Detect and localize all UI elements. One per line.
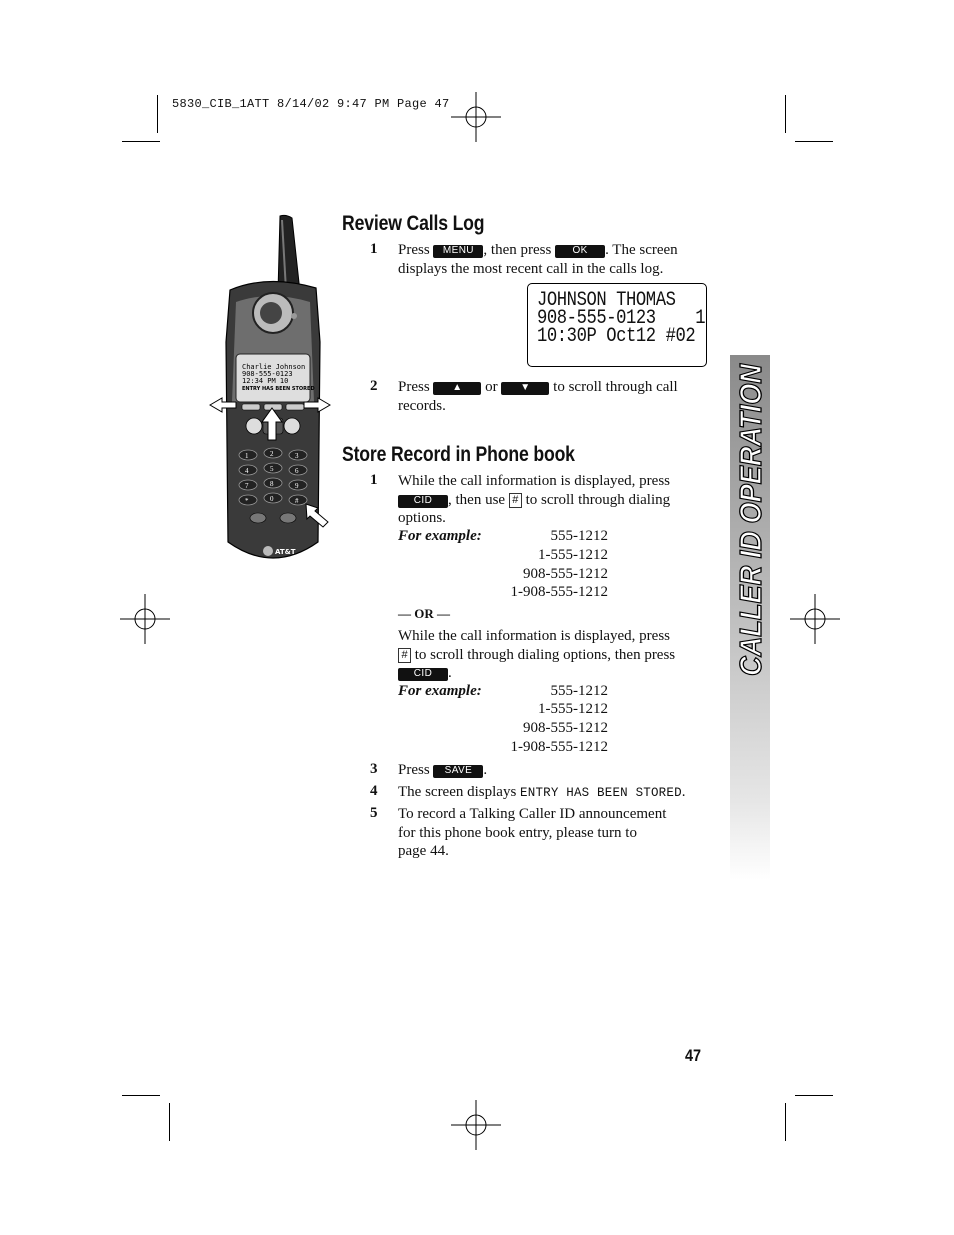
svg-text:9: 9 — [295, 482, 299, 490]
store-step-3: Press SAVE . — [398, 762, 488, 778]
registration-mark-icon — [790, 594, 840, 644]
hash-key: # — [398, 648, 411, 663]
or-divider: — OR — — [398, 606, 450, 621]
svg-text:2: 2 — [270, 450, 274, 458]
svg-text:8: 8 — [270, 480, 274, 488]
phone-screen-line: 908-555-0123 — [242, 370, 293, 378]
store-heading: Store Record in Phone book — [342, 443, 575, 466]
review-step-2: Press ▲ or ▼ to scroll through call — [398, 379, 678, 395]
store-step-1-line-1: While the call information is displayed, press — [398, 473, 671, 489]
example-number: 908-555-1212 — [523, 720, 608, 736]
down-key: ▼ — [501, 382, 549, 395]
phone-screen-line: Charlie Johnson — [242, 363, 306, 371]
lcd-display — [527, 283, 707, 367]
svg-text:#: # — [295, 497, 299, 505]
crop-mark — [157, 95, 158, 133]
crop-mark — [122, 141, 160, 142]
example-number: 1-908-555-1212 — [510, 584, 608, 600]
example-number: 1-555-1212 — [538, 701, 608, 717]
lcd-line: 10:30P Oct12 #02 — [537, 325, 696, 348]
page-number: 47 — [685, 1046, 702, 1065]
review-step-2-line-2: records. — [398, 398, 446, 414]
example-number: 908-555-1212 — [523, 566, 608, 582]
save-key: SAVE — [433, 765, 483, 778]
example-number: 1-908-555-1212 — [510, 739, 608, 755]
review-step-1-line-2: displays the most recent call in the calls log. — [398, 261, 664, 277]
side-tab-title-text: CALLER ID OPERATION — [733, 360, 768, 676]
store-step-5-line-1: To record a Talking Caller ID announcement — [398, 806, 667, 822]
example-number: 555-1212 — [550, 528, 608, 544]
svg-text:1: 1 — [245, 452, 249, 460]
slug-line: 5830_CIB_1ATT 8/14/02 9:47 PM Page 47 — [172, 97, 450, 111]
lcd-line: 908-555-0123 1 — [537, 307, 706, 330]
crop-mark — [122, 1095, 160, 1096]
cid-key: CID — [398, 495, 448, 508]
step-number: 1 — [370, 241, 378, 257]
svg-text:5: 5 — [270, 465, 274, 473]
svg-text:*: * — [245, 497, 249, 505]
registration-mark-icon — [120, 594, 170, 644]
crop-mark — [795, 1095, 833, 1096]
crop-mark — [785, 1103, 786, 1141]
example-number: 555-1212 — [550, 683, 608, 699]
step-number: 2 — [370, 378, 378, 394]
page-reference-link[interactable]: 44 — [430, 843, 446, 859]
crop-mark — [169, 1103, 170, 1141]
att-logo-icon — [263, 546, 273, 556]
svg-text:0: 0 — [270, 495, 274, 503]
step-number: 5 — [370, 805, 378, 821]
ok-key: OK — [555, 245, 605, 258]
screen-message: ENTRY HAS BEEN STORED — [520, 786, 682, 800]
store-alt-line-2: # to scroll through dialing options, then press — [398, 646, 675, 665]
up-key: ▲ — [433, 382, 481, 395]
phone-brand: AT&T — [275, 548, 296, 556]
store-step-5-line-2: for this phone book entry, please turn to — [398, 825, 637, 841]
registration-mark-icon — [451, 1100, 501, 1150]
store-step-5-line-3: page 44. — [398, 843, 449, 859]
lcd-line: JOHNSON THOMAS — [537, 289, 676, 312]
crop-mark — [785, 95, 786, 133]
hash-key: # — [509, 493, 522, 508]
example-number: 1-555-1212 — [538, 547, 608, 563]
svg-text:3: 3 — [295, 452, 299, 460]
crop-mark — [795, 141, 833, 142]
svg-text:7: 7 — [245, 482, 249, 490]
svg-text:6: 6 — [295, 467, 299, 475]
review-heading: Review Calls Log — [342, 212, 485, 235]
phone-screen-line: ENTRY HAS BEEN STORED — [242, 386, 315, 392]
step-number: 1 — [370, 472, 378, 488]
menu-key: MENU — [433, 245, 483, 258]
step-number: 4 — [370, 783, 378, 799]
store-step-1-line-3: options. — [398, 510, 446, 526]
store-step-1-line-2: CID , then use # to scroll through dialing — [398, 491, 670, 510]
svg-text:4: 4 — [245, 467, 249, 475]
store-alt-line-1: While the call information is displayed, press — [398, 628, 671, 644]
store-alt-line-3: CID . — [398, 664, 452, 683]
step-number: 3 — [370, 761, 378, 777]
store-step-4: The screen displays ENTRY HAS BEEN STORED. — [398, 784, 686, 800]
registration-mark-icon — [451, 92, 501, 142]
review-step-1: Press MENU , then press OK . The screen — [398, 242, 678, 258]
cid-key: CID — [398, 668, 448, 681]
example-label: For example: — [398, 683, 482, 699]
cordless-phone-illustration — [208, 212, 338, 572]
phone-screen-line: 12:34 PM 10 — [242, 377, 289, 385]
example-label: For example: — [398, 528, 482, 544]
side-tab-title — [732, 360, 768, 680]
